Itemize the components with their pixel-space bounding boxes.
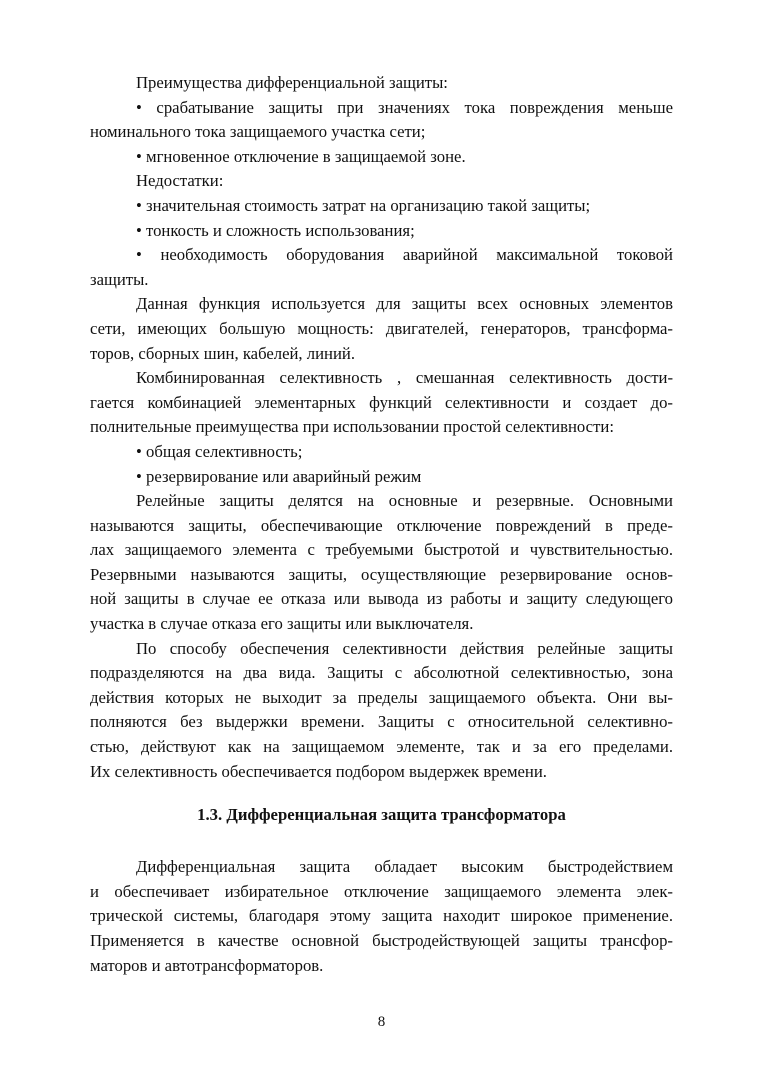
text-line: Комбинированная селективность , смешанная селективность дости-	[136, 368, 673, 388]
text-line: называются защиты, обеспечивающие отключение повреждений в преде-	[90, 515, 673, 535]
text-line: • значительная стоимость затрат на организацию такой защиты;	[136, 195, 591, 215]
text-line: • резервирование или аварийный режим	[136, 466, 422, 486]
text-line: Релейные защиты делятся на основные и резервные. Основными	[136, 491, 673, 511]
text-line: • общая селективность;	[136, 441, 303, 461]
text-line: торов, сборных шин, кабелей, линий.	[90, 343, 355, 363]
text-line: лах защищаемого элемента с требуемыми быстротой и чувствительностью.	[90, 540, 673, 560]
text-line: Преимущества дифференциальной защиты:	[136, 73, 448, 92]
text-line: гается комбинацией элементарных функций селективности и создает до-	[90, 392, 673, 412]
text-line: ной защиты в случае ее отказа или вывода из работы и защиту следующего	[90, 589, 673, 609]
text-line: полняются без выдержки времени. Защиты с относительной селективно-	[90, 712, 673, 732]
section-heading: 1.3. Дифференциальная защита трансформатора	[197, 805, 566, 825]
text-line: номинального тока защищаемого участка сети;	[90, 122, 426, 142]
text-line: действия которых не выходит за пределы защищаемого объекта. Они вы-	[90, 687, 673, 707]
text-line: полнительные преимущества при использовании простой селективности:	[90, 417, 614, 437]
body-text	[90, 71, 673, 978]
text-line: стью, действуют как на защищаемом элементе, так и за его пределами.	[90, 737, 673, 757]
text-line: Их селективность обеспечивается подбором выдержек времени.	[90, 761, 547, 781]
text-line: сети, имеющих большую мощность: двигателей, генераторов, трансформа-	[90, 318, 673, 338]
text-section-top	[90, 71, 673, 784]
text-line: По способу обеспечения селективности действия релейные защиты	[136, 638, 673, 658]
text-line: • тонкость и сложность использования;	[136, 220, 415, 240]
text-line: Резервными называются защиты, осуществляющие резервирование основ-	[90, 564, 673, 584]
text-line: Данная функция используется для защиты всех основных элементов	[136, 294, 673, 314]
text-line: Дифференциальная защита обладает высоким быстродействием	[136, 857, 673, 877]
text-line: • срабатывание защиты при значениях тока повреждения меньше	[136, 97, 673, 117]
text-line: и обеспечивает избирательное отключение защищаемого элемента элек-	[90, 881, 673, 901]
text-section-bottom	[90, 855, 673, 978]
text-line: подразделяются на два вида. Защиты с абсолютной селективностью, зона	[90, 663, 673, 683]
text-line: маторов и автотрансформаторов.	[90, 955, 324, 975]
text-line: защиты.	[90, 269, 149, 289]
text-line: Применяется в качестве основной быстродействующей защиты трансфор-	[90, 931, 673, 950]
text-line: • мгновенное отключение в защищаемой зоне.	[136, 146, 466, 166]
text-line: трической системы, благодаря этому защита находит широкое применение.	[90, 906, 673, 926]
page-number: 8	[377, 1014, 386, 1030]
text-line: • необходимость оборудования аварийной максимальной токовой	[136, 245, 673, 265]
text-line: участка в случае отказа его защиты или выключателя.	[90, 614, 474, 634]
text-line: Недостатки:	[136, 171, 224, 191]
